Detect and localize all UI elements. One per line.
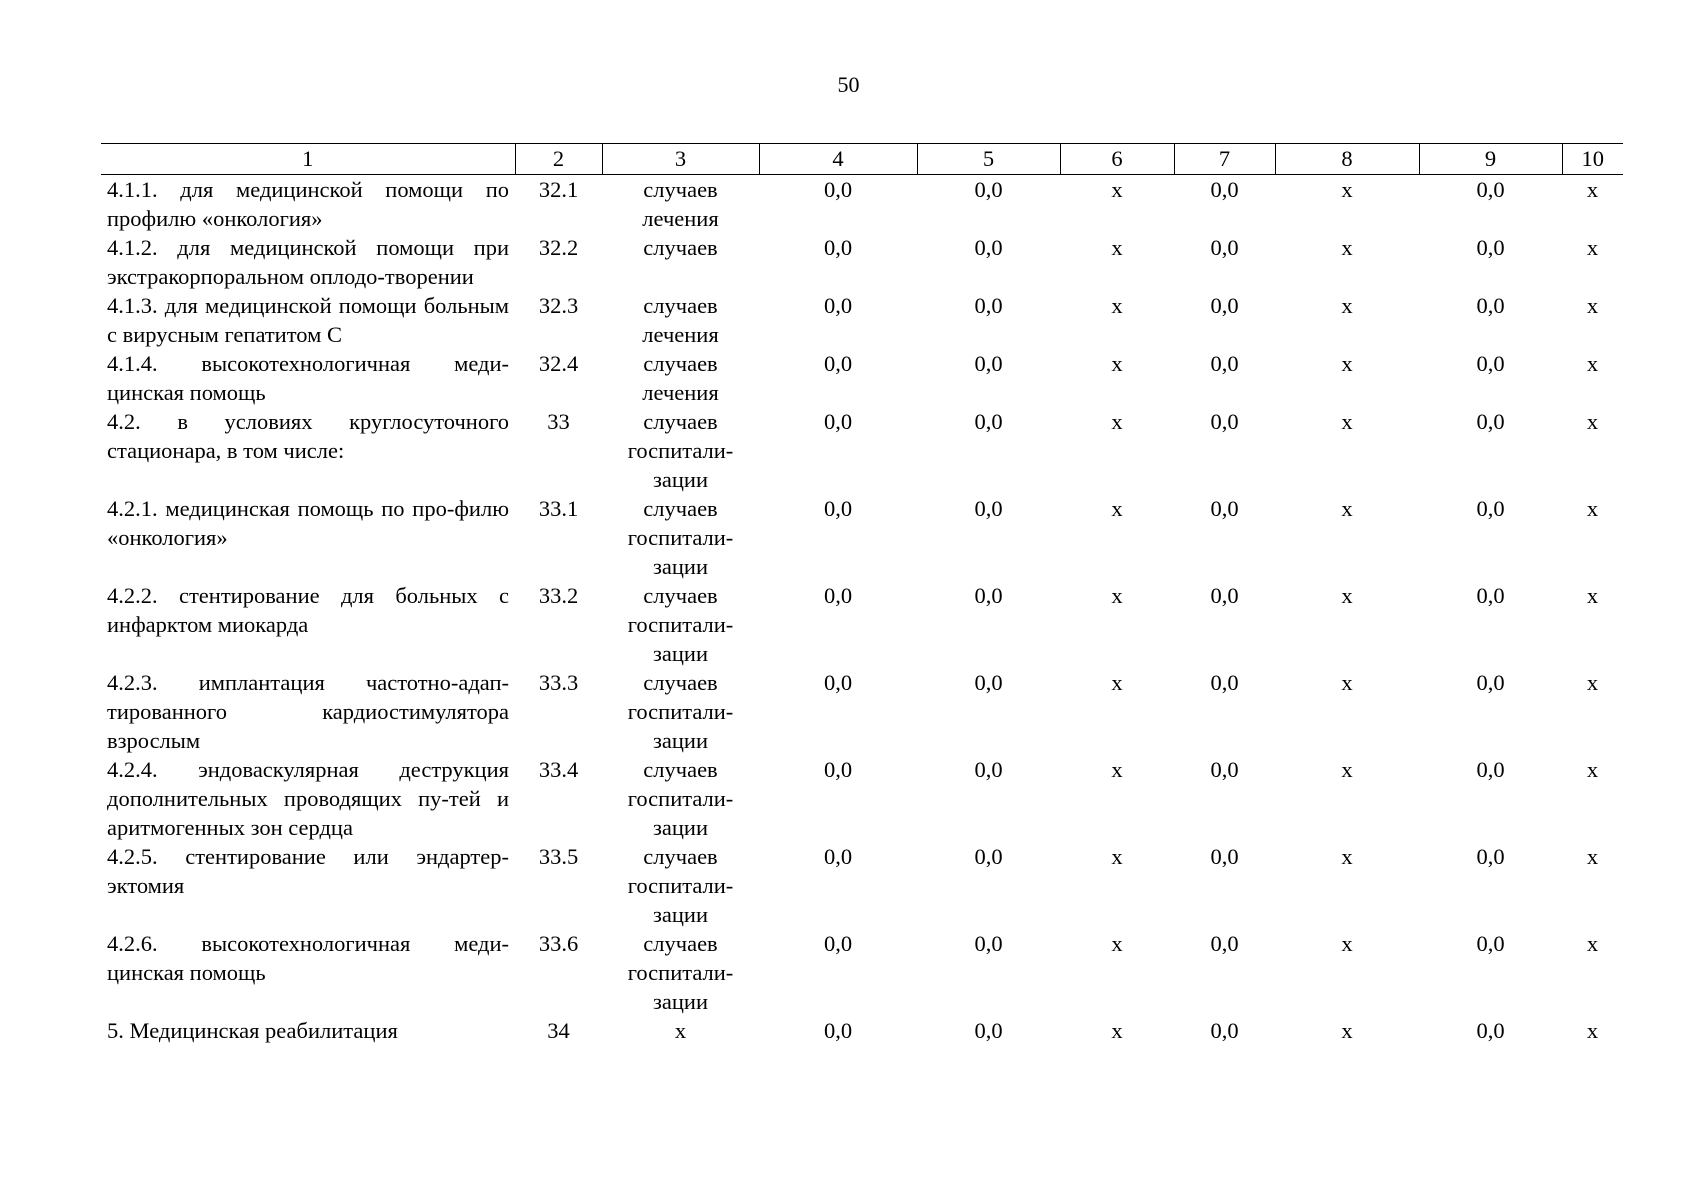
row-name: 4.2.6. высокотехнологичная меди-цинская помощь xyxy=(107,931,509,985)
cell-col-10: х xyxy=(1586,293,1599,318)
row-code: 33.2 xyxy=(538,583,579,608)
column-header-4: 4 xyxy=(759,144,917,175)
cell-col-7: 0,0 xyxy=(1210,583,1239,608)
row-name: 4.1.1. для медицинской помощи по профилю «онкология» xyxy=(107,177,509,231)
cell-col-4: 0,0 xyxy=(823,757,853,782)
column-header-5: 5 xyxy=(917,144,1060,175)
cell-col-5: 0,0 xyxy=(974,757,1003,782)
row-name: 4.1.3. для медицинской помощи больным с вирусным гепатитом С xyxy=(107,293,509,347)
cell-col-8: х xyxy=(1341,931,1353,956)
row-unit-text: случаев госпитали- зации xyxy=(627,931,734,1014)
cell-col-10: х xyxy=(1586,757,1599,782)
cell-col-5: 0,0 xyxy=(974,844,1003,869)
cell-col-6: х xyxy=(1111,583,1123,608)
data-table xyxy=(101,143,1623,1045)
cell-col-9: 0,0 xyxy=(1476,670,1505,695)
cell-col-10: х xyxy=(1586,235,1599,260)
cell-col-9: 0,0 xyxy=(1476,844,1505,869)
cell-col-8: х xyxy=(1341,235,1353,260)
row-code: 33.4 xyxy=(538,757,579,782)
row-unit-text: случаев xyxy=(643,235,718,260)
row-unit-text: случаев госпитали- зации xyxy=(627,583,734,666)
cell-col-5: 0,0 xyxy=(974,670,1003,695)
row-name: 4.2.4. эндоваскулярная деструкция дополнительных проводящих пу-тей и аритмогенных зон сердца xyxy=(107,757,509,840)
cell-col-4: 0,0 xyxy=(823,496,853,521)
cell-col-6: х xyxy=(1111,235,1123,260)
cell-col-10: х xyxy=(1586,351,1599,376)
row-unit-text: случаев лечения xyxy=(642,177,719,231)
cell-col-5: 0,0 xyxy=(974,351,1003,376)
cell-col-8: х xyxy=(1341,1018,1353,1043)
row-name: 4.2.1. медицинская помощь по про-филю «онкология» xyxy=(107,496,509,550)
cell-col-10: х xyxy=(1586,583,1599,608)
cell-col-7: 0,0 xyxy=(1210,670,1239,695)
cell-col-10: х xyxy=(1586,931,1599,956)
row-unit xyxy=(602,668,759,755)
table-row xyxy=(101,842,1623,929)
row-unit xyxy=(602,581,759,668)
row-unit xyxy=(602,233,759,291)
cell-col-6: х xyxy=(1111,931,1123,956)
cell-col-7: 0,0 xyxy=(1210,235,1239,260)
cell-col-10: х xyxy=(1586,670,1599,695)
cell-col-4: 0,0 xyxy=(823,235,853,260)
table-row xyxy=(101,407,1623,494)
table-row xyxy=(101,929,1623,1016)
cell-col-9: 0,0 xyxy=(1476,235,1505,260)
cell-col-9: 0,0 xyxy=(1476,757,1505,782)
table-row xyxy=(101,755,1623,842)
cell-col-6: х xyxy=(1111,844,1123,869)
row-name: 4.1.4. высокотехнологичная меди-цинская помощь xyxy=(107,351,509,405)
cell-col-6: х xyxy=(1111,670,1123,695)
row-unit xyxy=(602,929,759,1016)
table-row xyxy=(101,581,1623,668)
row-unit xyxy=(602,755,759,842)
cell-col-6: х xyxy=(1111,293,1123,318)
cell-col-10: х xyxy=(1586,177,1599,202)
page-number: 50 xyxy=(837,72,860,97)
row-name: 5. Медицинская реабилитация xyxy=(107,1018,398,1043)
cell-col-4: 0,0 xyxy=(823,583,853,608)
cell-col-4: 0,0 xyxy=(823,409,853,434)
row-code: 34 xyxy=(547,1018,570,1043)
row-code: 32.2 xyxy=(538,235,579,260)
cell-col-4: 0,0 xyxy=(823,293,853,318)
cell-col-8: х xyxy=(1341,177,1353,202)
cell-col-8: х xyxy=(1341,293,1353,318)
column-header-2: 2 xyxy=(515,144,602,175)
cell-col-4: 0,0 xyxy=(823,1018,853,1043)
cell-col-9: 0,0 xyxy=(1476,1018,1505,1043)
row-code: 33.6 xyxy=(538,931,579,956)
cell-col-5: 0,0 xyxy=(974,1018,1003,1043)
table-header-row xyxy=(101,144,1623,175)
cell-col-5: 0,0 xyxy=(974,409,1003,434)
cell-col-8: х xyxy=(1341,670,1353,695)
table-row xyxy=(101,175,1623,234)
row-unit-text: х xyxy=(674,1018,687,1043)
cell-col-10: х xyxy=(1586,844,1599,869)
cell-col-10: х xyxy=(1586,496,1599,521)
row-unit-text: случаев госпитали- зации xyxy=(627,844,734,927)
cell-col-6: х xyxy=(1111,177,1123,202)
cell-col-7: 0,0 xyxy=(1210,351,1239,376)
cell-col-4: 0,0 xyxy=(823,351,853,376)
cell-col-8: х xyxy=(1341,583,1353,608)
cell-col-9: 0,0 xyxy=(1476,409,1505,434)
column-header-1: 1 xyxy=(101,144,515,175)
cell-col-5: 0,0 xyxy=(974,235,1003,260)
column-header-3: 3 xyxy=(602,144,759,175)
row-code: 33.3 xyxy=(538,670,579,695)
row-name: 4.2.5. стентирование или эндартер-эктомия xyxy=(107,844,509,898)
row-unit-text: случаев госпитали- зации xyxy=(627,757,734,840)
cell-col-6: х xyxy=(1111,351,1123,376)
row-code: 33 xyxy=(547,409,570,434)
cell-col-5: 0,0 xyxy=(974,177,1003,202)
row-unit-text: случаев лечения xyxy=(642,351,719,405)
cell-col-8: х xyxy=(1341,496,1353,521)
table-row xyxy=(101,1016,1623,1045)
cell-col-7: 0,0 xyxy=(1210,931,1239,956)
cell-col-7: 0,0 xyxy=(1210,409,1239,434)
cell-col-4: 0,0 xyxy=(823,177,853,202)
column-header-6: 6 xyxy=(1060,144,1174,175)
row-name: 4.2.3. имплантация частотно-адап-тированного кардиостимулятора взрослым xyxy=(107,670,509,753)
cell-col-9: 0,0 xyxy=(1476,351,1505,376)
row-unit-text: случаев лечения xyxy=(642,293,719,347)
cell-col-10: х xyxy=(1586,1018,1599,1043)
column-header-8: 8 xyxy=(1275,144,1419,175)
row-unit xyxy=(602,1016,759,1045)
row-unit xyxy=(602,349,759,407)
cell-col-7: 0,0 xyxy=(1210,757,1239,782)
row-code: 32.1 xyxy=(538,177,579,202)
cell-col-4: 0,0 xyxy=(823,670,853,695)
table-row xyxy=(101,233,1623,291)
cell-col-8: х xyxy=(1341,409,1353,434)
cell-col-7: 0,0 xyxy=(1210,293,1239,318)
cell-col-5: 0,0 xyxy=(974,293,1003,318)
column-header-7: 7 xyxy=(1174,144,1275,175)
table-row xyxy=(101,494,1623,581)
row-unit xyxy=(602,407,759,494)
cell-col-5: 0,0 xyxy=(974,583,1003,608)
cell-col-9: 0,0 xyxy=(1476,293,1505,318)
cell-col-8: х xyxy=(1341,757,1353,782)
row-code: 33.1 xyxy=(538,496,579,521)
table-row xyxy=(101,668,1623,755)
cell-col-8: х xyxy=(1341,844,1353,869)
row-unit xyxy=(602,175,759,234)
cell-col-6: х xyxy=(1111,1018,1123,1043)
cell-col-9: 0,0 xyxy=(1476,496,1505,521)
row-code: 33.5 xyxy=(538,844,579,869)
cell-col-5: 0,0 xyxy=(974,496,1003,521)
row-code: 32.3 xyxy=(538,293,579,318)
row-unit-text: случаев госпитали- зации xyxy=(627,409,734,492)
cell-col-7: 0,0 xyxy=(1210,496,1239,521)
cell-col-6: х xyxy=(1111,757,1123,782)
cell-col-7: 0,0 xyxy=(1210,177,1239,202)
table-row xyxy=(101,291,1623,349)
row-name: 4.1.2. для медицинской помощи при экстракорпоральном оплодо-творении xyxy=(107,235,509,289)
cell-col-4: 0,0 xyxy=(823,931,853,956)
cell-col-7: 0,0 xyxy=(1210,844,1239,869)
cell-col-8: х xyxy=(1341,351,1353,376)
row-name: 4.2. в условиях круглосуточного стационара, в том числе: xyxy=(107,409,509,463)
cell-col-7: 0,0 xyxy=(1210,1018,1239,1043)
cell-col-9: 0,0 xyxy=(1476,583,1505,608)
cell-col-10: х xyxy=(1586,409,1599,434)
row-unit xyxy=(602,494,759,581)
row-unit-text: случаев госпитали- зации xyxy=(627,496,734,579)
row-unit xyxy=(602,291,759,349)
table-row xyxy=(101,349,1623,407)
column-header-9: 9 xyxy=(1419,144,1562,175)
cell-col-9: 0,0 xyxy=(1476,931,1505,956)
column-header-10: 10 xyxy=(1562,144,1623,175)
cell-col-6: х xyxy=(1111,409,1123,434)
cell-col-9: 0,0 xyxy=(1476,177,1505,202)
row-code: 32.4 xyxy=(538,351,579,376)
cell-col-5: 0,0 xyxy=(974,931,1003,956)
cell-col-4: 0,0 xyxy=(823,844,853,869)
row-unit xyxy=(602,842,759,929)
row-unit-text: случаев госпитали- зации xyxy=(627,670,734,753)
row-name: 4.2.2. стентирование для больных с инфарктом миокарда xyxy=(107,583,509,637)
cell-col-6: х xyxy=(1111,496,1123,521)
